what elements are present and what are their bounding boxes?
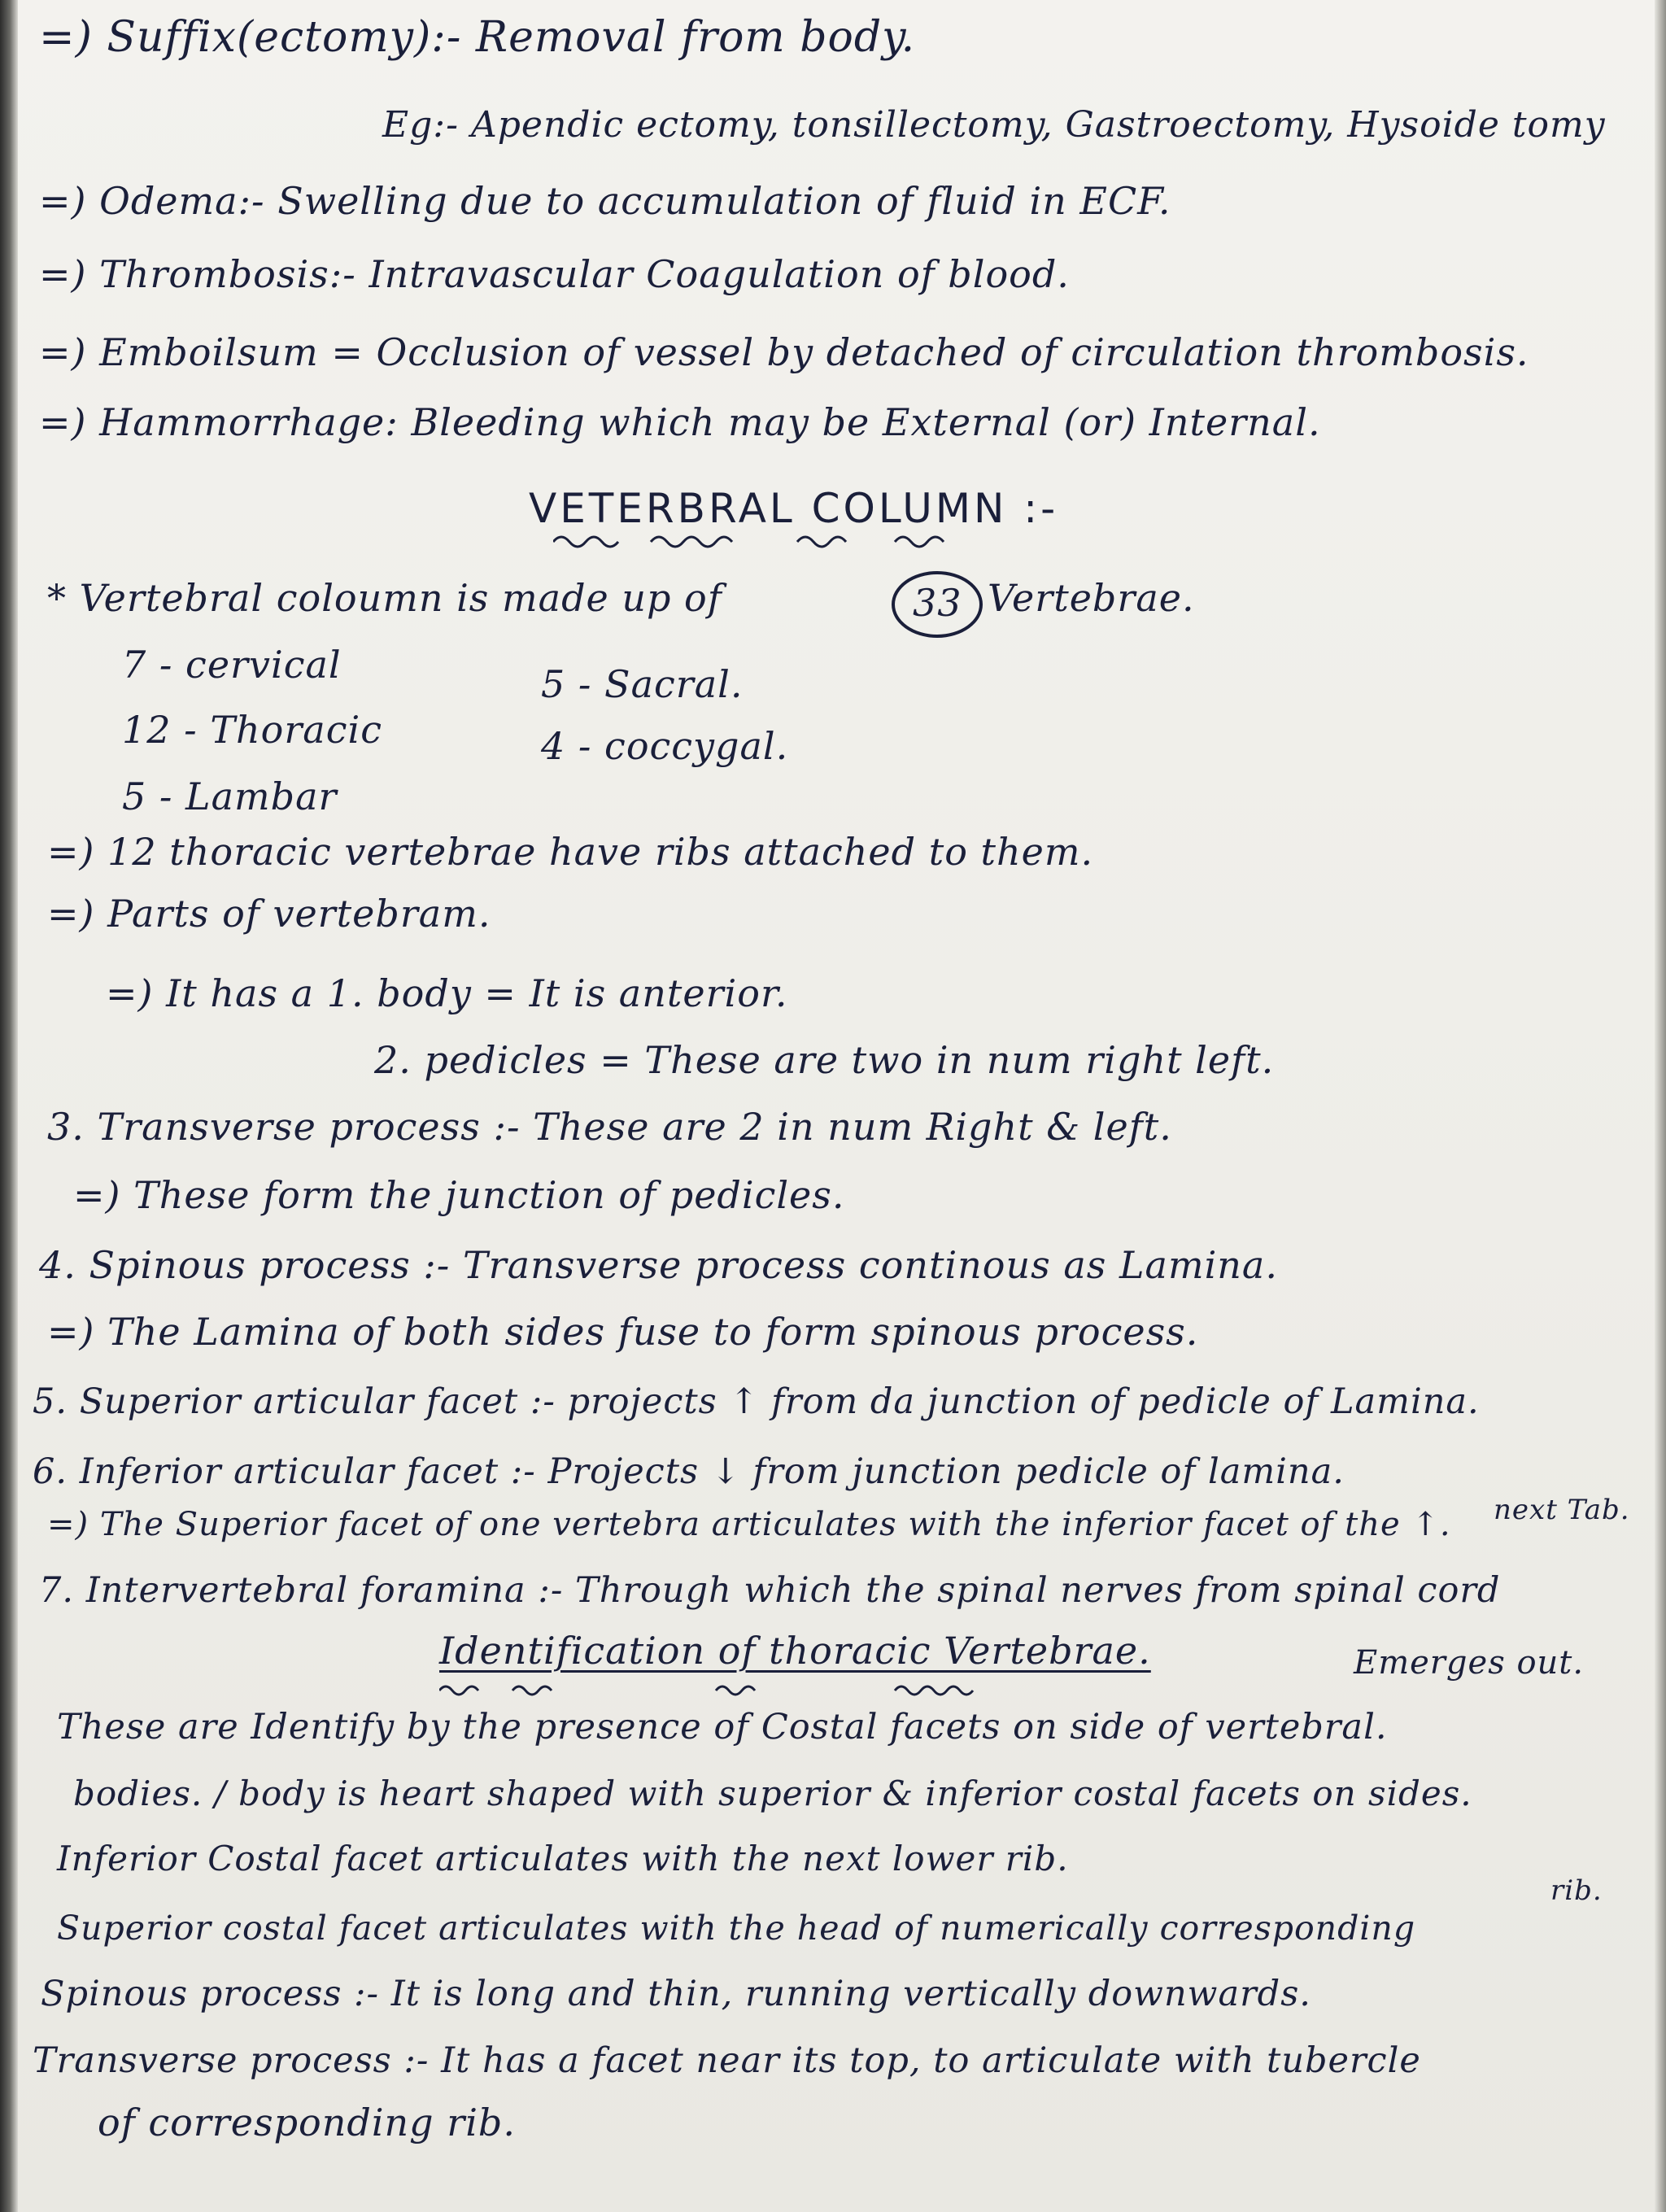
subheading: Identification of thoracic Vertebrae.	[439, 1629, 1151, 1673]
heading-squiggle	[553, 530, 1009, 552]
note-line: Superior costal facet articulates with the head of numerically corresponding	[57, 1909, 1416, 1948]
note-line: =) Parts of vertebram.	[47, 892, 491, 936]
note-line: 2. pedicles = These are two in num right left.	[374, 1038, 1275, 1082]
note-line: Spinous process :- It is long and thin, running vertically downwards.	[41, 1974, 1311, 2014]
note-line: 7. Intervertebral foramina :- Through which the spinal nerves from spinal cord	[39, 1570, 1501, 1611]
note-line: =) The Lamina of both sides fuse to form spinous process.	[47, 1310, 1199, 1354]
note-line: Inferior Costal facet articulates with the next lower rib.	[57, 1839, 1069, 1878]
note-line: 4 - coccygal.	[541, 724, 789, 768]
note-line: =) 12 thoracic vertebrae have ribs attached to them.	[47, 830, 1094, 874]
note-line: * Vertebral coloumn is made up of	[47, 576, 722, 620]
note-line: 5 - Sacral.	[541, 662, 744, 706]
note-line: =) The Superior facet of one vertebra articulates with the inferior facet of the ↑.	[47, 1506, 1451, 1543]
note-line: 12 - Thoracic	[122, 708, 382, 752]
note-line: Emerges out.	[1354, 1644, 1585, 1682]
note-line: 5. Superior articular facet :- projects ↑ from da junction of pedicle of Lamina.	[33, 1381, 1480, 1422]
note-line: 3. Transverse process :- These are 2 in num Right & left.	[47, 1105, 1172, 1149]
note-line: bodies. / body is heart shaped with superior & inferior costal facets on sides.	[73, 1774, 1472, 1813]
note-line: 7 - cervical	[122, 643, 342, 687]
notebook-spine	[0, 0, 18, 2212]
note-line: =) Thrombosis:- Intravascular Coagulation of blood.	[39, 252, 1070, 296]
page-edge	[1655, 0, 1666, 2212]
note-line: Vertebrae.	[988, 576, 1195, 620]
note-line: =) These form the junction of pedicles.	[73, 1173, 845, 1217]
note-line: These are Identify by the presence of Costal facets on side of vertebral.	[57, 1707, 1388, 1747]
circled-number: 33	[913, 581, 962, 625]
note-line: 4. Spinous process :- Transverse process continous as Lamina.	[39, 1243, 1278, 1287]
side-note: next Tab.	[1494, 1494, 1630, 1526]
side-note: rib.	[1550, 1874, 1603, 1907]
note-line: =) Emboilsum = Occlusion of vessel by detached of circulation thrombosis.	[39, 330, 1529, 374]
note-line: =) Suffix(ectomy):- Removal from body.	[39, 13, 916, 62]
note-line: =) Odema:- Swelling due to accumulation of fluid in ECF.	[39, 179, 1171, 223]
note-line: 5 - Lambar	[122, 774, 338, 818]
subheading-squiggle	[439, 1681, 1171, 1699]
note-line: =) It has a 1. body = It is anterior.	[106, 971, 788, 1015]
note-line: Eg:- Apendic ectomy, tonsillectomy, Gastroectomy, Hysoide tomy	[382, 104, 1606, 146]
note-line: of corresponding rib.	[98, 2101, 516, 2144]
note-line: Transverse process :- It has a facet near its top, to articulate with tubercle	[33, 2040, 1421, 2081]
section-heading: VETERBRAL COLUMN :-	[529, 485, 1059, 532]
note-line: 6. Inferior articular facet :- Projects ↓ from junction pedicle of lamina.	[33, 1451, 1345, 1492]
note-line: =) Hammorrhage: Bleeding which may be External (or) Internal.	[39, 400, 1321, 444]
